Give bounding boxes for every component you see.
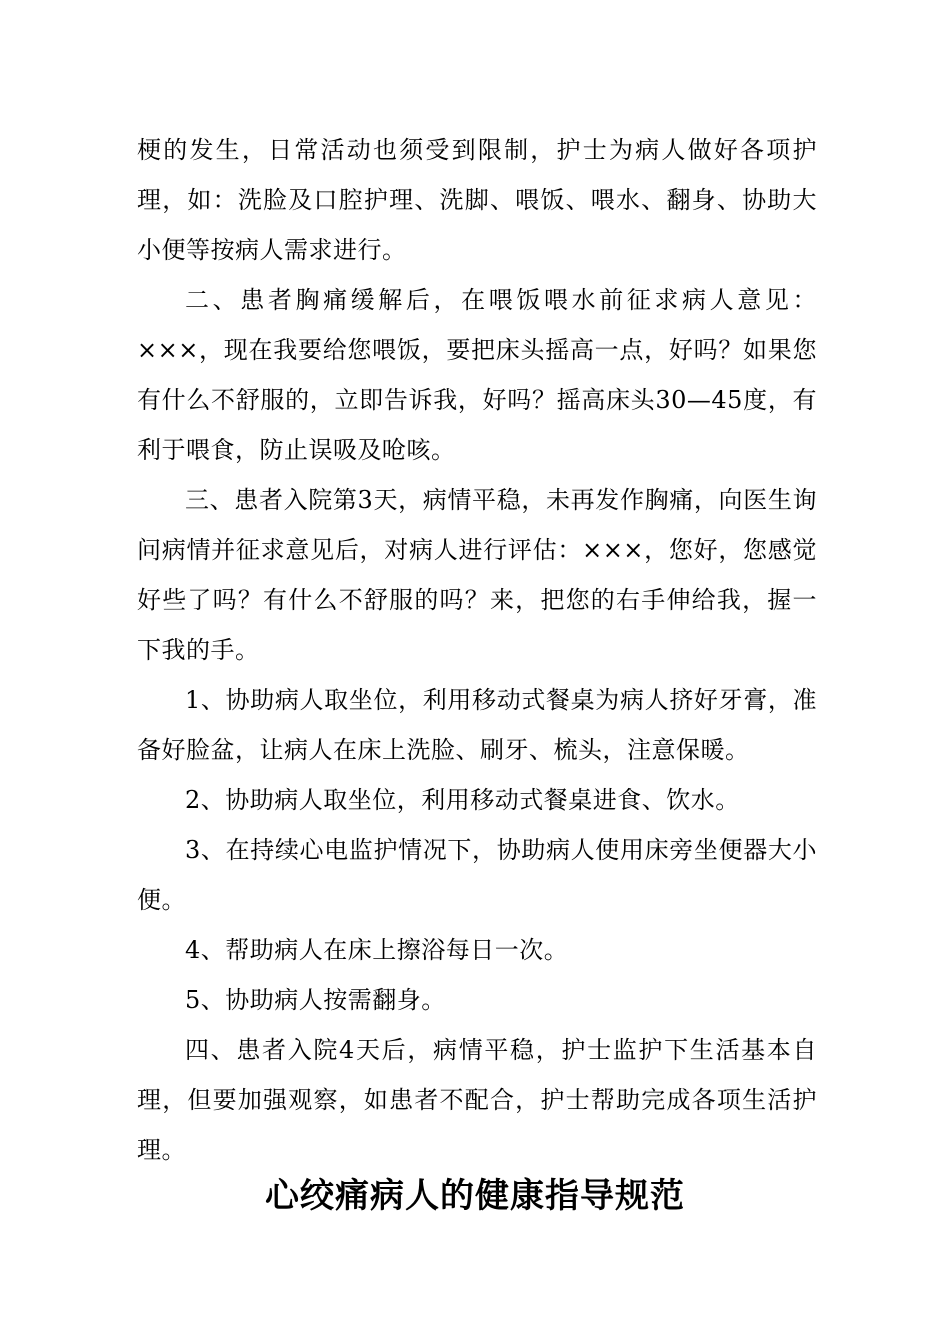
body-text bbox=[137, 125, 817, 1175]
list-item-4: 4、帮助病人在床上擦浴每日一次。 bbox=[185, 936, 569, 964]
list-item-2: 2、协助病人取坐位，利用移动式餐桌进食、饮水。 bbox=[185, 786, 740, 814]
section-heading: 心绞痛病人的健康指导规范 bbox=[265, 1176, 685, 1216]
paragraph-section-2: 二、患者胸痛缓解后，在喂饭喂水前征求病人意见：×××，现在我要给您喂饭，要把床头摇高一点，好吗？如果您有什么不舒服的，立即告诉我，好吗？摇高床头30—45度，有利于喂食，防止误吸及呛咳。 bbox=[137, 286, 817, 464]
list-item-1: 1、协助病人取坐位，利用移动式餐桌为病人挤好牙膏，准备好脸盆，让病人在床上洗脸、刷牙、梳头，注意保暖。 bbox=[137, 686, 817, 764]
paragraph-section-3: 三、患者入院第3天，病情平稳，未再发作胸痛，向医生询问病情并征求意见后，对病人进行评估：×××，您好，您感觉好些了吗？有什么不舒服的吗？来，把您的右手伸给我，握一下我的手。 bbox=[137, 486, 817, 664]
paragraph-section-4: 四、患者入院4天后，病情平稳，护士监护下生活基本自理，但要加强观察，如患者不配合，护士帮助完成各项生活护理。 bbox=[137, 1036, 817, 1164]
list-item-5: 5、协助病人按需翻身。 bbox=[185, 986, 446, 1014]
list-item-3: 3、在持续心电监护情况下，协助病人使用床旁坐便器大小便。 bbox=[137, 836, 817, 914]
paragraph-continuation: 梗的发生，日常活动也须受到限制，护士为病人做好各项护理，如：洗脸及口腔护理、洗脚、喂饭、喂水、翻身、协助大小便等按病人需求进行。 bbox=[137, 136, 817, 264]
